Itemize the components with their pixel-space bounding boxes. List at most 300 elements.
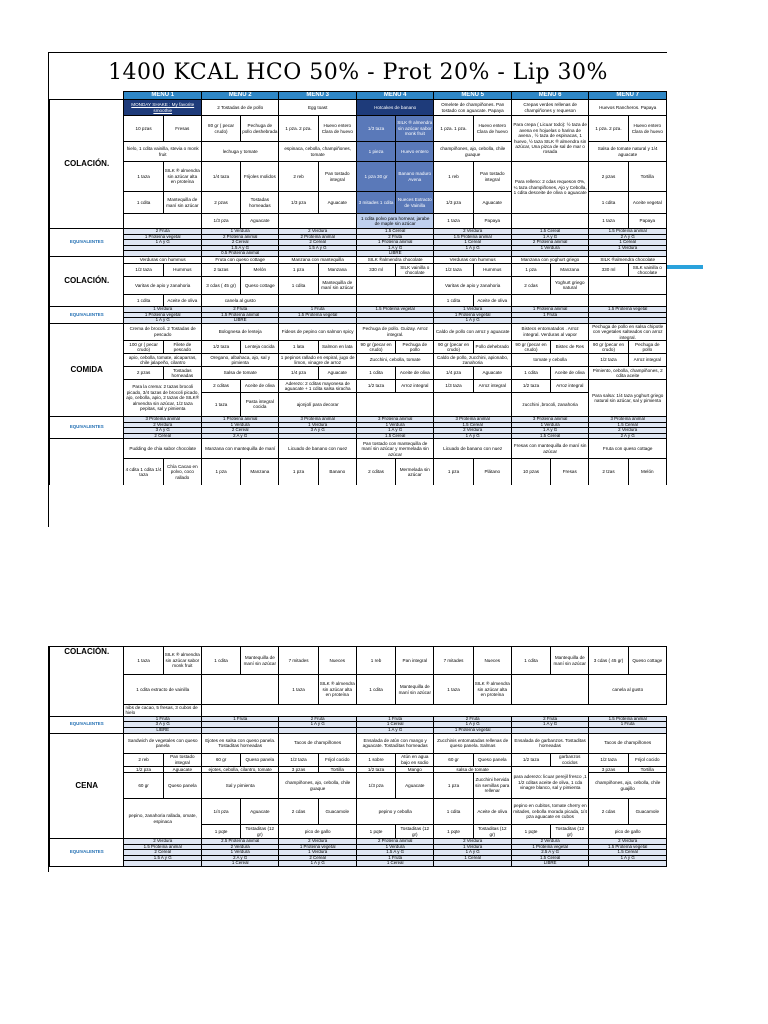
cell: 1 Proteína vegetal bbox=[434, 312, 511, 318]
cell bbox=[201, 675, 278, 705]
cell: Salsa de tomate bbox=[201, 366, 278, 379]
cell: 1 Verdura bbox=[511, 245, 588, 251]
cell: Aceite de oliva bbox=[473, 799, 511, 825]
cell: Pan tostado con mantequilla de maní sin azúcar y mermelada sin azúcar bbox=[356, 439, 433, 459]
cell: Nueces Extracto de Vainilla bbox=[396, 192, 434, 214]
cell: 1/3 pza bbox=[434, 192, 473, 214]
cell: 1.5 Cereal bbox=[511, 229, 588, 235]
cell: 3 A y G bbox=[279, 428, 356, 434]
cell: Nueces bbox=[318, 647, 356, 675]
cell: 2 Fruta bbox=[511, 716, 588, 722]
cell: tomate y cebolla bbox=[511, 353, 588, 366]
cell: 1.5 Cereal bbox=[434, 422, 511, 428]
cell: 1 pza. 2 pza. bbox=[589, 116, 628, 142]
cell: Tacos de champiñones bbox=[589, 733, 667, 753]
cell: Varitas de apio y zanahoria bbox=[124, 276, 201, 294]
cell: Aguacate bbox=[318, 192, 356, 214]
cell: 2 Tostadas de de pollo bbox=[201, 100, 278, 116]
cell: 1 Verdura bbox=[356, 844, 433, 850]
cell: 1 Fruta bbox=[356, 855, 433, 861]
cell: 1 Proteína animal bbox=[511, 306, 588, 312]
cell: 2 Fruta bbox=[434, 716, 511, 722]
menu-7-header: MENU 7 bbox=[589, 92, 667, 100]
cell: Queso panela bbox=[241, 753, 279, 766]
cell: LIBRE bbox=[356, 251, 433, 257]
cell: 1 Verdura bbox=[434, 306, 511, 312]
cell bbox=[201, 705, 666, 717]
cell: Huevo entero bbox=[396, 142, 434, 162]
cell: canela al gusto bbox=[589, 675, 667, 705]
cell: SILK ® almendra sin azúcar sabor monk fruit bbox=[396, 116, 434, 142]
cell: 7 mitades bbox=[279, 647, 318, 675]
cell: 2 Cereal bbox=[124, 433, 201, 439]
cell: 1 pza bbox=[434, 459, 473, 485]
cell: para aderezo: licuar perejil fresco ,1 1/2 cditas aceite de oliva, 1 cda vinagre blanco, sal y pimienta bbox=[511, 766, 588, 798]
cell: 3 mitades 1 cdita bbox=[356, 192, 395, 214]
menu-table-bottom bbox=[49, 646, 667, 867]
cell: 1.5 Proteína animal bbox=[124, 844, 201, 850]
cell: 1 A y G bbox=[279, 861, 356, 867]
cell: 1/3 pza bbox=[356, 773, 395, 799]
cell: 1 pieza bbox=[356, 142, 395, 162]
cell: 60 gr bbox=[201, 753, 240, 766]
cell: 2 Verdura bbox=[434, 229, 511, 235]
table-row bbox=[50, 353, 667, 366]
cell: Arroz integral bbox=[628, 353, 666, 366]
cell: 1 Cereal bbox=[589, 240, 667, 246]
cell: Aguacate bbox=[241, 799, 279, 825]
cell: Manzana con mantequilla bbox=[279, 256, 356, 263]
cell: 1 Fruta bbox=[589, 722, 667, 728]
cell: Guacamole bbox=[318, 799, 356, 825]
cell: Fresas bbox=[551, 459, 589, 485]
cell: 1 Verdura bbox=[201, 229, 278, 235]
cell bbox=[589, 294, 667, 306]
cell: Sandwich de vegetales con queso panela bbox=[124, 733, 201, 753]
cell: hielo, 1 cdita vainilla, stevia o monk fruit bbox=[124, 142, 201, 162]
cell: 1 pza bbox=[279, 459, 318, 485]
cell: Zucchini hervida sin semillas para rellenar bbox=[473, 773, 511, 799]
cell: Mantequilla de maní sin azúcar bbox=[396, 675, 434, 705]
cell: Aceite vegetal bbox=[628, 192, 666, 214]
cell: 1 cdita bbox=[124, 294, 163, 306]
cell: Para salsa: 1/4 taza yoghurt griego natural sin azúcar, sal y pimienta bbox=[589, 379, 667, 416]
cell: 1/4 pza bbox=[201, 799, 240, 825]
cell: Pudding de chia sabor chocolate bbox=[124, 439, 201, 459]
cell: 3 Proteína animal bbox=[589, 416, 667, 422]
cell bbox=[279, 214, 356, 229]
cell: 2 A y G bbox=[589, 433, 667, 439]
cell: 1.5 Cereal bbox=[356, 433, 433, 439]
table-row bbox=[50, 379, 667, 392]
cell: 2 Cereal bbox=[279, 240, 356, 246]
cell: 1 Verdura bbox=[201, 422, 278, 428]
cell: Fresas bbox=[163, 116, 201, 142]
cell: 1/2 taza bbox=[356, 379, 395, 392]
cell: 1 pqte bbox=[356, 825, 395, 839]
cell: 1 A y G bbox=[434, 318, 511, 324]
cell: 2 pzas bbox=[589, 162, 628, 192]
cell: Banano bbox=[318, 459, 356, 485]
cell: Bistecs entomatados . Arroz integral. Verduras al vapor bbox=[511, 323, 588, 340]
cell: Mantequilla de maní sin azúcar bbox=[318, 276, 356, 294]
cell: Pan tostado integral bbox=[318, 162, 356, 192]
cell: Aguacate bbox=[241, 214, 279, 229]
menu-6-header: MENU 6 bbox=[511, 92, 588, 100]
cell: Pan tostado integral bbox=[473, 162, 511, 192]
cell: salsa de tomate bbox=[434, 766, 511, 772]
cell: Caldo de pollo con arroz y aguacate bbox=[434, 323, 511, 340]
cell: SILK vainilla o chocolate bbox=[628, 263, 666, 276]
cell: Para relleno: 2 cdas requeson 0%, ¼ taza champiñones, Ajo y Cebolla, 1 cdita desceite de oliva o aguacate bbox=[511, 162, 588, 214]
cell: Tostadas horneadas bbox=[163, 366, 201, 379]
cell: Crema de brocoli. 2 Tostadas de pescado bbox=[124, 323, 201, 340]
cell: Tacos de champiñones bbox=[279, 733, 356, 753]
cell: 1 A y G bbox=[124, 240, 201, 246]
cell: Nueces bbox=[473, 647, 511, 675]
cell bbox=[356, 392, 433, 416]
cell: 1 A y G bbox=[356, 245, 433, 251]
cell: SILK vainilla o chocolate bbox=[396, 263, 434, 276]
cell: 1 cdita bbox=[434, 294, 473, 306]
cell: 2 Verdura bbox=[279, 839, 356, 845]
cell: 1.5 Cereal bbox=[511, 433, 588, 439]
cell: Papaya bbox=[628, 214, 666, 229]
cell: Mermelada sin azúcar bbox=[396, 459, 434, 485]
cell: 1 Verdura bbox=[356, 422, 433, 428]
cell: 1 lata bbox=[279, 340, 318, 353]
cell: 2 Fruta bbox=[201, 306, 278, 312]
menu-table-top bbox=[49, 91, 667, 485]
cell: Manzana bbox=[318, 263, 356, 276]
cell: Hummus bbox=[473, 263, 511, 276]
cell: 1.5 A y G bbox=[124, 855, 201, 861]
cell: 1 reb bbox=[434, 162, 473, 192]
cell: Fruta con queso cottage bbox=[589, 439, 667, 459]
cell: 1 Cereal bbox=[356, 861, 433, 867]
table-row bbox=[50, 162, 667, 192]
cell: champiñones, ajo, cebolla, chile guaque bbox=[434, 142, 511, 162]
cell: Verduras con hummus bbox=[124, 256, 201, 263]
cell: Queso cottage bbox=[241, 276, 279, 294]
cell: 1 Cereal bbox=[356, 722, 433, 728]
cell: 1 Verdura bbox=[434, 844, 511, 850]
menu-5-header: MENU 5 bbox=[434, 92, 511, 100]
table-row bbox=[50, 647, 667, 675]
cell: 1 taza bbox=[434, 675, 473, 705]
cell: pico de gallo bbox=[589, 825, 667, 839]
cell: SILK ® almendra sin azúcar alta en proteína bbox=[473, 675, 511, 705]
cell: 1.5 Cereal bbox=[589, 422, 667, 428]
cell: 2 Proteína animal bbox=[511, 240, 588, 246]
cell: Aceite de oliva bbox=[551, 366, 589, 379]
cell: 1 pza 30 gr bbox=[356, 162, 395, 192]
cell: pepino en cubitos, tomate cherry en mitades, cebolla morada picada, 1/4 pza aguacate en cubos bbox=[511, 799, 588, 825]
cell: 1 cdita bbox=[511, 366, 550, 379]
section-label-comida: COMIDA bbox=[50, 323, 124, 416]
cell: 2 A y G bbox=[201, 855, 278, 861]
table-row bbox=[50, 705, 667, 717]
cell: Para la crema: 2 tazas brocoli picado, 3/4 tazas de brocoli picado, ajo, cebolla, apio, 2 tazas de SILK® almendra sin azúcar, 1/2 taza pepitas, sal y pimienta bbox=[124, 379, 201, 416]
cell: Manzana bbox=[241, 459, 279, 485]
cell: Fresas con mantequilla de maní sin azúcar bbox=[511, 439, 588, 459]
cell: Bolognesa de lenteja bbox=[201, 323, 278, 340]
equivalentes-row bbox=[50, 861, 667, 867]
cell: 60 gr bbox=[124, 773, 163, 799]
cell: Tortilla bbox=[628, 766, 666, 772]
section-label-colacion: COLACIÓN. bbox=[50, 100, 124, 229]
cell: Mantequilla de maní sin azúcar bbox=[163, 192, 201, 214]
cell: 1 Fruta bbox=[279, 306, 356, 312]
menu-sheet-page-2 bbox=[48, 646, 667, 872]
cell: Frijoles molidos bbox=[241, 162, 279, 192]
menu-sheet-1400-kcal bbox=[48, 52, 667, 527]
cell: 1 pepinos rallado en espiral, jugo de limon, vinagre de arroz bbox=[280, 354, 355, 365]
cell: Fideos de pepino con salmon spicy bbox=[279, 323, 356, 340]
cell: Melón bbox=[241, 263, 279, 276]
cell: 3 A y G bbox=[124, 428, 201, 434]
cell: 1.5 Proteína animal bbox=[201, 312, 278, 318]
cell: 1/2 taza bbox=[589, 353, 628, 366]
cell: 1 Verdura bbox=[201, 850, 278, 856]
cell: 1.5 Proteína vegetal bbox=[589, 844, 667, 850]
cell: 3 Proteína animal bbox=[279, 416, 356, 422]
cell: Pechuga de pollo deshebrada bbox=[241, 116, 279, 142]
cell: Licuado de banano con nuez bbox=[434, 439, 511, 459]
cell: 1.5 Cereal bbox=[356, 229, 433, 235]
cell: 1 pqte bbox=[511, 825, 550, 839]
cell: 2 A y G bbox=[201, 433, 278, 439]
cell: Ensalada de garbanzos. Tostaditas horneadas bbox=[511, 733, 588, 753]
cell: 1 Fruta bbox=[511, 312, 588, 318]
cell: 1.5 A y G bbox=[356, 850, 433, 856]
cell: Frijol cocido bbox=[628, 753, 666, 766]
cell: 1/3 taza bbox=[356, 116, 395, 142]
cell: Frijol cocido bbox=[318, 753, 356, 766]
cell: 1.5 Cereal bbox=[589, 850, 667, 856]
cell: Aguacate bbox=[473, 366, 511, 379]
cell: 3 A y G bbox=[124, 722, 201, 728]
cell: ajonjolí para decorar bbox=[279, 392, 356, 416]
cell: 1/2 taza bbox=[124, 263, 163, 276]
cell: 1/2 taza bbox=[511, 379, 550, 392]
cell: 2 Cereal bbox=[201, 240, 278, 246]
cell: 1 A y G bbox=[434, 245, 511, 251]
cell: Hotcakes de banano bbox=[356, 100, 433, 116]
cell: 2 Verdura bbox=[124, 839, 201, 845]
cell: 2 reb bbox=[279, 162, 318, 192]
cell bbox=[589, 861, 667, 867]
cell: 10 pzas bbox=[511, 459, 550, 485]
cell: 1.5 Proteína vegetal bbox=[356, 306, 433, 312]
cell: 60 gr bbox=[434, 753, 473, 766]
cell: 1/3 taza bbox=[434, 379, 473, 392]
cell: SILK ® almendra sin azúcar alta en proteína bbox=[318, 675, 356, 705]
cell: 1 Fruta bbox=[201, 716, 278, 722]
cell: 1 A y G bbox=[589, 855, 667, 861]
cell: 3 cdas ( 45 gr) bbox=[589, 647, 628, 675]
table-row bbox=[50, 675, 667, 705]
cell: 1 pqte bbox=[201, 825, 240, 839]
cell: ejotes, cebolla, cilantro, tomate bbox=[201, 766, 278, 772]
cell: nibs de cacao, 5 fresas, 3 cubos de hielo bbox=[124, 705, 201, 717]
cell: 2 A y G bbox=[589, 234, 667, 240]
cell: Pechuga de pollo. Guizay. Arroz integral. bbox=[356, 323, 433, 340]
cell: Queso panela bbox=[163, 773, 201, 799]
cell: 1 A y G bbox=[511, 722, 588, 728]
cell: 2 cdas bbox=[511, 276, 550, 294]
cell: 1 cdita bbox=[511, 647, 550, 675]
cell bbox=[511, 675, 588, 705]
cell bbox=[511, 294, 588, 306]
cell: 1.5 A y G bbox=[279, 245, 356, 251]
cell: Pechuga de pollo bbox=[396, 340, 434, 353]
section-label-empty bbox=[50, 439, 124, 485]
cell: 1.5 A y G bbox=[201, 245, 278, 251]
cell: Aderezo: 2 cditas mayonesa de aguacate + 1 cdita salsa siracha bbox=[279, 379, 356, 392]
cell: 2.5 Proteína animal bbox=[201, 839, 278, 845]
cell: pico de gallo bbox=[279, 825, 356, 839]
cell: 3 cdas ( 45 gr) bbox=[201, 276, 240, 294]
section-label-equivalentes-4: EQUIVALENTES bbox=[50, 716, 124, 733]
cell: Verduras con hummus bbox=[434, 256, 511, 263]
cell: 1 Verdura bbox=[511, 422, 588, 428]
cell: 2 Verdura bbox=[124, 422, 201, 428]
cell: 1 Verdura bbox=[589, 245, 667, 251]
cell: 1/2 taza bbox=[434, 263, 473, 276]
cell: LIBRE bbox=[124, 728, 201, 734]
cell: 90 gr (pecar en crudo) bbox=[356, 340, 395, 353]
cell: 2 pzas bbox=[124, 366, 163, 379]
cell: 1 Proteína animal bbox=[201, 416, 278, 422]
cell: Arroz integral bbox=[473, 379, 511, 392]
cell: 330 ml bbox=[589, 263, 628, 276]
cell: SILK ® almendra sin azúcar sabor monk fruit bbox=[163, 647, 201, 675]
cell: 1 cdita bbox=[356, 675, 395, 705]
section-label-equivalentes: EQUIVALENTES bbox=[50, 229, 124, 257]
cell: Pechuga de pollo bbox=[628, 340, 666, 353]
cell: Hummus bbox=[163, 263, 201, 276]
cell: 2 pzas bbox=[201, 192, 240, 214]
cell: LIBRE bbox=[511, 861, 588, 867]
cell: 1 cdita bbox=[201, 647, 240, 675]
cell: 3 pzas bbox=[589, 766, 628, 772]
cell: 3 Proteína animal bbox=[511, 416, 588, 422]
cell: 1 A y G bbox=[511, 234, 588, 240]
cell: 1 taza bbox=[124, 162, 163, 192]
cell: 1/2 taza bbox=[589, 753, 628, 766]
cell: 1 pza bbox=[201, 459, 240, 485]
cell: 4 cdita 1 cdita 1/4 taza bbox=[124, 459, 163, 485]
cell: 1/2 taza bbox=[201, 340, 240, 353]
cell: 1 Cereal bbox=[434, 855, 511, 861]
cell: 7 mitades bbox=[434, 647, 473, 675]
cell: Fruta con queso cottage bbox=[201, 256, 278, 263]
cell: Banano maduro Avena bbox=[396, 162, 434, 192]
cell: 2 Verdura bbox=[589, 428, 667, 434]
cell: 1 taza bbox=[589, 214, 628, 229]
cell: 2 cditas bbox=[356, 459, 395, 485]
cell: Sal y pimienta bbox=[201, 773, 278, 799]
cell: 1 Proteína vegetal bbox=[124, 234, 201, 240]
cell: Huevo entero Clara de huevo bbox=[318, 116, 356, 142]
cell bbox=[434, 392, 511, 416]
cell: Egg toast bbox=[279, 100, 356, 116]
cell: 2 cditas bbox=[201, 379, 240, 392]
cell: Huevo entero Clara de huevo bbox=[628, 116, 666, 142]
cell: 2 Verdura bbox=[511, 839, 588, 845]
cell: 1.5 Proteína animal bbox=[589, 229, 667, 235]
cell: Huevos Rancheros. Papaya bbox=[589, 100, 667, 116]
cell: 2 Proteína animal bbox=[279, 234, 356, 240]
cell: Filete de pescado bbox=[163, 340, 201, 353]
cell: 1 taza bbox=[279, 675, 318, 705]
cell: Arroz integral bbox=[551, 379, 589, 392]
cell: Pasta integral cocida bbox=[241, 392, 279, 416]
cell: Pechuga de pollo en salsa chipotle con vegetales salteados con arroz integral. bbox=[589, 323, 667, 340]
cell: 1 Proteína vegetal bbox=[124, 312, 201, 318]
table-row bbox=[50, 340, 667, 353]
cell: 1 A y G bbox=[511, 428, 588, 434]
cell: Aguacate bbox=[396, 773, 434, 799]
cell: Atún en agua bajo en sodio bbox=[396, 753, 434, 766]
cell: pepino, zanahoria rallada, omate, espinaca bbox=[124, 799, 201, 839]
cell: Tostaditas (12 gr) bbox=[241, 825, 279, 839]
cell: 330 ml bbox=[356, 263, 395, 276]
cell: Pimiento, cebolla, champiñones, 2 cdita aceite bbox=[589, 366, 667, 379]
cell: 1 cdita extracto de vainilla bbox=[124, 675, 201, 705]
cell: 2 tazas bbox=[201, 263, 240, 276]
table-row bbox=[50, 799, 667, 825]
cell: 2 reb bbox=[124, 753, 163, 766]
cell: Plátano bbox=[473, 459, 511, 485]
cell: Aguacate bbox=[318, 366, 356, 379]
cell: Mantequilla de maní sin azúcar bbox=[241, 647, 279, 675]
cell: 1 cdita bbox=[589, 192, 628, 214]
cell: 1/2 pza bbox=[124, 766, 163, 772]
cell: 1/2 taza bbox=[279, 753, 318, 766]
cell: Queso panela bbox=[473, 753, 511, 766]
cell: Aceite de oliva bbox=[396, 366, 434, 379]
section-label-equivalentes-3: EQUIVALENTES bbox=[50, 416, 124, 438]
cell: 2 Verdura bbox=[589, 839, 667, 845]
cell: Tostaditas (12 gr) bbox=[551, 825, 589, 839]
cell: 1 taza bbox=[201, 392, 240, 416]
cell: 2 Cereal bbox=[279, 855, 356, 861]
blue-line-marker bbox=[667, 265, 703, 269]
cell: Lenteja cocida bbox=[241, 340, 279, 353]
cell: 1 Cereal bbox=[434, 240, 511, 246]
menu-4-header: MENU 4 bbox=[356, 92, 433, 100]
cell: 1/2 taza bbox=[356, 766, 395, 772]
cell: 1 A y G bbox=[434, 850, 511, 856]
cell: Mantequilla de maní sin azúcar bbox=[551, 647, 589, 675]
cell: canela al gusto bbox=[201, 294, 278, 306]
section-label-equivalentes-5: EQUIVALENTES bbox=[50, 839, 124, 867]
section-label-equivalentes-2: EQUIVALENTES bbox=[50, 306, 124, 323]
cell: lechuga y tomate bbox=[201, 142, 278, 162]
cell bbox=[356, 276, 433, 294]
cell: Papaya bbox=[473, 214, 511, 229]
cell: 90 gr (pecar en crudo) bbox=[434, 340, 473, 353]
cell: Salsa de tomate natural y 1/4 aguacate bbox=[589, 142, 667, 162]
cell bbox=[279, 294, 356, 306]
cell: Licuado de banano con nuez bbox=[279, 439, 356, 459]
cell: Yoghurt griego natural bbox=[551, 276, 589, 294]
cell: Aceite de oliva bbox=[163, 294, 201, 306]
cell: champiñones, ajo, cebolla, chile guajillo bbox=[589, 773, 667, 799]
cell: 2 Verdura bbox=[434, 839, 511, 845]
